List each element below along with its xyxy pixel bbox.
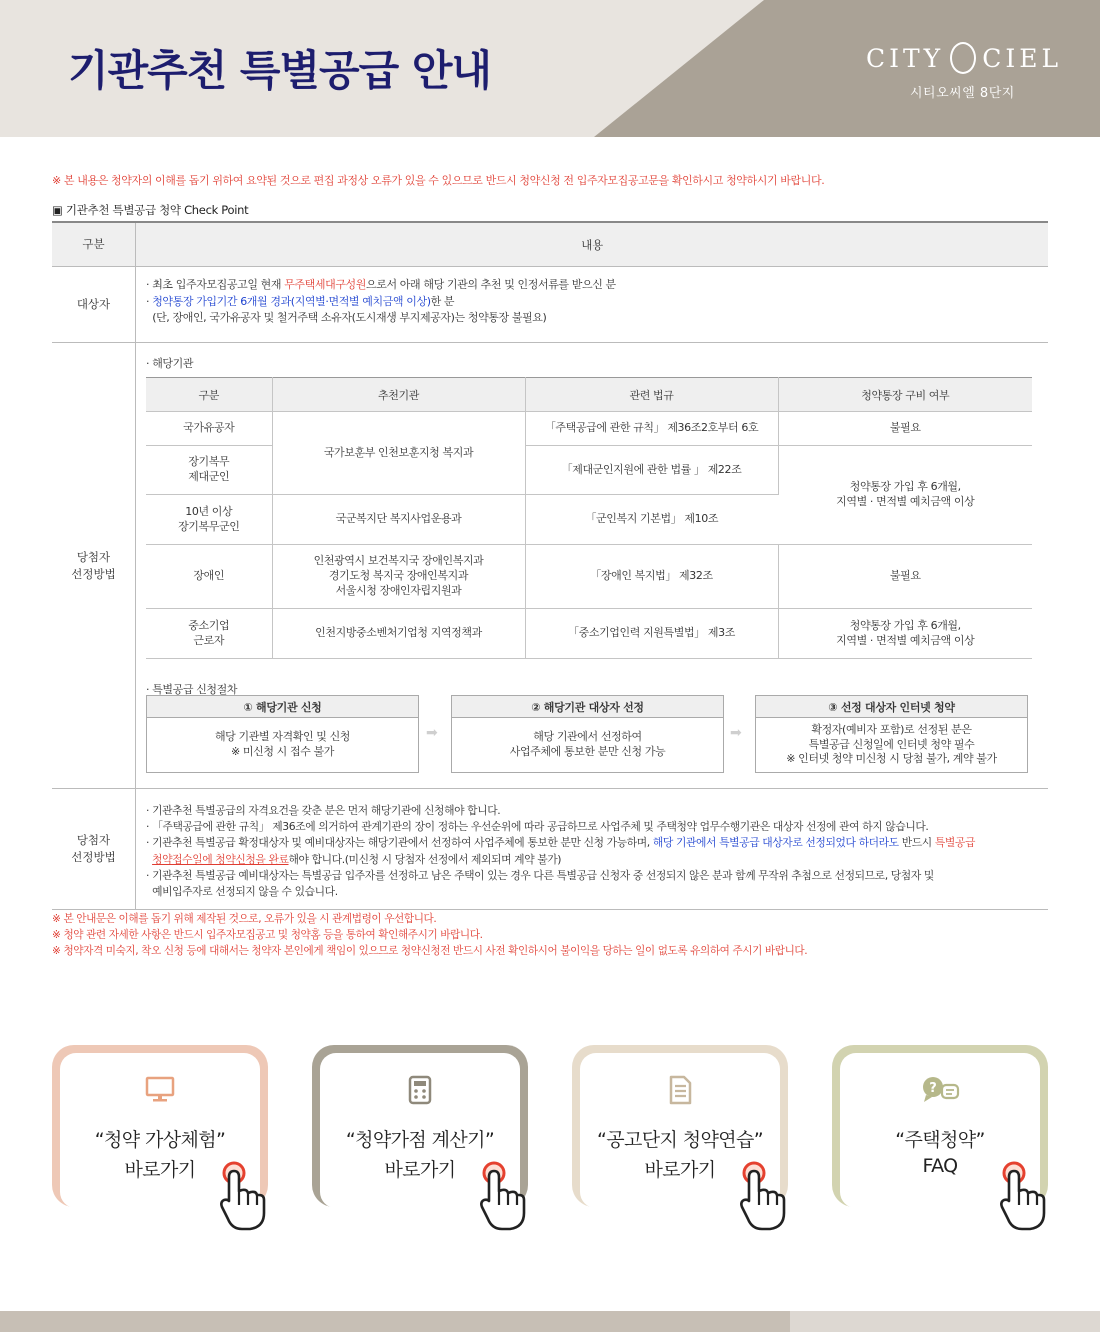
hand-pointer-icon bbox=[1000, 1161, 1046, 1235]
method-note-3: · 기관추천 특별공급 확정대상자 및 예비대상자는 해당기관에서 선정하여 사업주체에 통보한 분만 신청 가능하며, 해당 기관에서 특별공급 대상자로 선정되었다 하더라도 반드시 특별공급 bbox=[146, 836, 975, 850]
method-note-1: · 기관추천 특별공급의 자격요건을 갖춘 분은 먼저 해당기관에 신청해야 합니다. bbox=[146, 804, 501, 817]
orgs-label: · 해당기관 bbox=[146, 357, 194, 370]
highlight-selected: 해당 기관에서 특별공급 대상자로 선정되었다 하더라도 bbox=[652, 836, 899, 850]
cell-org: 인천지방중소벤처기업청 지역정책과 bbox=[272, 609, 525, 659]
step-3-title: ③ 선정 대상자 인터넷 청약 bbox=[756, 696, 1027, 718]
arrow-right-icon: ➡ bbox=[426, 725, 438, 741]
cell-law: 「주택공급에 관한 규칙」 제36조2호부터 6호 bbox=[525, 412, 778, 446]
card-title: “공고단지 청약연습” bbox=[597, 1129, 763, 1151]
table-row bbox=[146, 609, 1032, 659]
step-2-title: ② 해당기관 대상자 선정 bbox=[452, 696, 723, 718]
method-label-1: 당첨자 선정방법 bbox=[52, 343, 136, 788]
card-subtitle: FAQ bbox=[922, 1155, 958, 1177]
cell-type: 10년 이상 장기복무군인 bbox=[146, 495, 272, 545]
logo-subtitle: 시티오씨엘 8단지 bbox=[910, 86, 1015, 101]
section-label: ▣ 기관추천 특별공급 청약 Check Point bbox=[52, 203, 249, 217]
selection-method-row bbox=[52, 343, 1048, 789]
target-line-2: · 청약통장 가입기간 6개월 경과(지역별·면적별 예치금액 이상)한 분 bbox=[146, 294, 455, 308]
highlight-complete-application: 청약접수일에 청약신청을 완료 bbox=[152, 852, 289, 866]
org-header-law: 관련 법규 bbox=[525, 378, 778, 412]
target-line-1: · 최초 입주자모집공고일 현재 무주택세대구성원으로서 아래 해당 기관의 추천 및 인정서류를 받으신 분 bbox=[146, 278, 616, 291]
step-2 bbox=[451, 695, 724, 773]
card-title: “주택청약” bbox=[895, 1129, 985, 1151]
brand-logo bbox=[866, 42, 1066, 101]
top-notice: ※ 본 내용은 청약자의 이해를 돕기 위하여 요약된 것으로 편집 과정상 오류가 있을 수 있으므로 반드시 청약신청 전 입주자모집공고문을 확인하시고 청약하시기 바랍니다. bbox=[52, 174, 825, 187]
header-diagonal bbox=[594, 0, 764, 137]
table-header-row bbox=[52, 223, 1048, 267]
header-category: 구분 bbox=[52, 223, 136, 266]
highlight-special-supply: 특별공급 bbox=[934, 836, 975, 850]
card-subtitle: 바로가기 bbox=[384, 1159, 456, 1181]
method-note-6: 예비입주자로 선정되지 않을 수 있습니다. bbox=[146, 884, 338, 898]
cell-org: 인천광역시 보건복지국 장애인복지과 경기도청 복지국 장애인복지과 서울시청 장애인자립지원과 bbox=[272, 545, 525, 609]
cell-law: 「군인복지 기본법」 제10조 bbox=[525, 495, 778, 545]
method-note-4: 청약접수일에 청약신청을 완료해야 합니다.(미신청 시 당첨자 선정에서 제외되며 계약 불가) bbox=[152, 852, 562, 866]
card-virtual-experience[interactable] bbox=[52, 1045, 268, 1207]
cell-law: 「중소기업인력 지원특별법」 제3조 bbox=[525, 609, 778, 659]
org-table bbox=[146, 377, 1032, 659]
target-line-3: (단, 장애인, 국가유공자 및 철거주택 소유자(도시재생 부지제공자)는 청약통장 불필요) bbox=[146, 311, 547, 324]
target-label: 대상자 bbox=[52, 267, 136, 342]
logo-ring-icon bbox=[950, 42, 976, 74]
cell-type: 장애인 bbox=[146, 545, 272, 609]
page-title: 기관추천 특별공급 안내 bbox=[68, 46, 491, 95]
step-1-body: 해당 기관별 자격확인 및 신청 ※ 미신청 시 접수 불가 bbox=[214, 730, 351, 758]
arrow-right-icon: ➡ bbox=[730, 725, 742, 741]
page-header bbox=[0, 0, 1100, 137]
cell-org: 국가보훈부 인천보훈지청 복지과 bbox=[272, 412, 525, 495]
svg-text:?: ? bbox=[929, 1081, 937, 1096]
footer-segment bbox=[0, 1311, 790, 1332]
card-title: “청약 가상체험” bbox=[94, 1129, 226, 1151]
org-table-header bbox=[146, 378, 1032, 412]
cell-law: 「제대군인지원에 관한 법률 」 제22조 bbox=[525, 446, 778, 495]
note-line: ※ 본 안내문은 이해를 돕기 위해 제작된 것으로, 오류가 있을 시 관계법령이 우선합니다. bbox=[52, 913, 437, 925]
bottom-notes bbox=[52, 912, 807, 960]
hand-pointer-icon bbox=[480, 1161, 526, 1235]
procedure-label: · 특별공급 신청절차 bbox=[146, 683, 238, 696]
faq-chat-icon bbox=[840, 1075, 1040, 1105]
selection-notes-row bbox=[52, 789, 1048, 910]
org-header-org: 추천기관 bbox=[272, 378, 525, 412]
step-3 bbox=[755, 695, 1028, 773]
cell-account: 불필요 bbox=[778, 545, 1032, 609]
logo-text-right: CIEL bbox=[982, 43, 1063, 73]
step-2-body: 해당 기관에서 선정하여 사업주체에 통보한 분만 신청 가능 bbox=[509, 730, 666, 758]
card-housing-faq[interactable] bbox=[832, 1045, 1048, 1207]
step-1-title: ① 해당기관 신청 bbox=[147, 696, 418, 718]
note-line: ※ 청약자격 미숙지, 착오 신청 등에 대해서는 청약자 본인에게 책임이 있으므로 청약신청전 반드시 사전 확인하시어 불이익을 당하는 일이 없도록 유의하여 주시기 바랍니다. bbox=[52, 944, 808, 957]
table-row bbox=[146, 545, 1032, 609]
org-header-type: 구분 bbox=[146, 378, 272, 412]
checkpoint-table bbox=[52, 221, 1048, 910]
cell-account: 청약통장 가입 후 6개월, 지역별 · 면적별 예치금액 이상 bbox=[778, 446, 1032, 545]
method-note-5: · 기관추천 특별공급 예비대상자는 특별공급 입주자를 선정하고 남은 주택이 있는 경우 다른 특별공급 신청자 중 선정되지 않은 분과 함께 무작위 추첨으로 선정되므로, 당첨자 및 bbox=[146, 868, 934, 882]
cell-type: 중소기업 근로자 bbox=[146, 609, 272, 659]
card-subtitle: 바로가기 bbox=[644, 1159, 716, 1181]
highlight-homeless: 무주택세대구성원 bbox=[284, 278, 367, 291]
cell-org: 국군복지단 복지사업운용과 bbox=[272, 495, 525, 545]
hand-pointer-icon bbox=[740, 1161, 786, 1235]
header-content: 내용 bbox=[581, 237, 603, 252]
footer-bar bbox=[0, 1311, 1100, 1332]
note-line: ※ 청약 관련 자세한 사항은 반드시 입주자모집공고 및 청약홈 등을 통하여 확인해주시기 바랍니다. bbox=[52, 928, 483, 941]
card-title: “청약가점 계산기” bbox=[345, 1129, 495, 1151]
card-subtitle: 바로가기 bbox=[124, 1159, 196, 1181]
document-icon bbox=[580, 1075, 780, 1105]
footer-segment bbox=[790, 1311, 935, 1332]
cell-account: 불필요 bbox=[778, 412, 1032, 446]
method-note-2: · 「주택공급에 관한 규칙」 제36조에 의거하여 관계기관의 장이 정하는 우선순위에 따라 공급하므로 사업주체 및 주택청약 업무수행기관은 대상자 선정에 관여 하지 않습니다. bbox=[146, 820, 929, 834]
calculator-icon bbox=[320, 1075, 520, 1105]
monitor-icon bbox=[60, 1075, 260, 1103]
org-header-account: 청약통장 구비 여부 bbox=[778, 378, 1032, 412]
cell-law: 「장애인 복지법」 제32조 bbox=[525, 545, 778, 609]
hand-pointer-icon bbox=[220, 1161, 266, 1235]
cell-account: 청약통장 가입 후 6개월, 지역별 · 면적별 예치금액 이상 bbox=[778, 609, 1032, 659]
logo-text-left: CITY bbox=[866, 43, 945, 73]
cell-type: 국가유공자 bbox=[146, 412, 272, 446]
step-1 bbox=[146, 695, 419, 773]
cell-type: 장기복무 제대군인 bbox=[146, 446, 272, 495]
highlight-account: 청약통장 가입기간 6개월 경과(지역별·면적별 예치금액 이상) bbox=[152, 294, 431, 308]
card-score-calculator[interactable] bbox=[312, 1045, 528, 1207]
target-row bbox=[52, 267, 1048, 343]
method-label-2: 당첨자 선정방법 bbox=[52, 789, 136, 909]
card-application-practice[interactable] bbox=[572, 1045, 788, 1207]
step-3-body: 확정자(예비자 포함)로 선정된 분은 특별공급 신청일에 인터넷 청약 필수 ※ 인터넷 청약 미신청 시 당첨 불가, 계약 불가 bbox=[786, 722, 997, 766]
table-row bbox=[146, 412, 1032, 446]
